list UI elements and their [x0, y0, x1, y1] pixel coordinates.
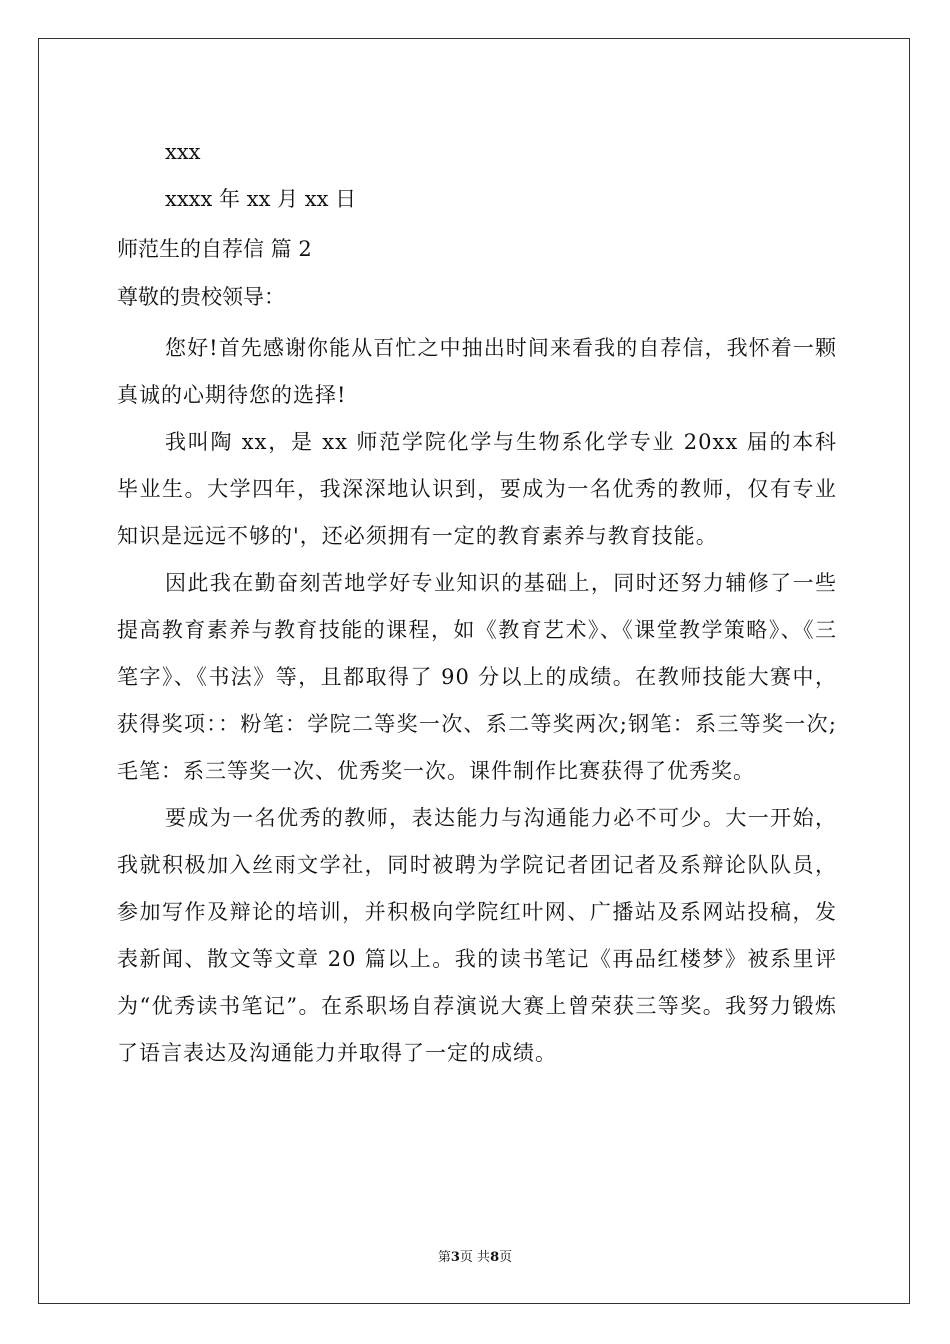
letter-body — [117, 325, 837, 1077]
total-page-number: 8 — [490, 1250, 500, 1265]
document-title: 师范生的自荐信 篇 2 — [117, 237, 312, 261]
paragraph-skills: 因此我在勤奋刻苦地学好专业知识的基础上，同时还努力辅修了一些提高教育素养与教育技能的课程，如《教育艺术》、《课堂教学策略》、《三笔字》、《书法》等，且都取得了 90 分以上的成绩。在教师技能大赛中，获得奖项：：粉笔：学院二等奖一次、系二等奖两次;钢笔：系三等奖一次;毛笔：系三等奖一次、优秀奖一次。课件制作比赛获得了优秀奖。 — [117, 571, 837, 783]
paragraph-introduction: 我叫陶 xx，是 xx 师范学院化学与生物系化学专业 20xx 届的本科毕业生。大学四年，我深深地认识到，要成为一名优秀的教师，仅有专业知识是远远不够的'，还必须拥有一定的教育素养与教育技能。 — [117, 430, 837, 548]
letter-date: xxxx 年 xx 月 xx 日 — [165, 187, 357, 211]
page-suffix: 页 — [499, 1250, 513, 1265]
page-prefix: 第 — [437, 1250, 451, 1265]
signature: xxx — [165, 140, 201, 164]
page-mid-text: 页 共 — [459, 1250, 491, 1265]
current-page-number: 3 — [450, 1250, 460, 1265]
paragraph-greeting: 您好!首先感谢你能从百忙之中抽出时间来看我的自荐信，我怀着一颗真诚的心期待您的选择! — [117, 336, 837, 407]
salutation: 尊敬的贵校领导： — [117, 285, 285, 309]
page-footer — [0, 1249, 950, 1267]
paragraph-communication: 要成为一名优秀的教师，表达能力与沟通能力必不可少。大一开始，我就积极加入丝雨文学社，同时被聘为学院记者团记者及系辩论队队员，参加写作及辩论的培训，并积极向学院红叶网、广播站及系网站投稿，发表新闻、散文等文章 20 篇以上。我的读书笔记《再品红楼梦》被系里评为“优秀读书笔记”。在系职场自荐演说大赛上曾荣获三等奖。我努力锻炼了语言表达及沟通能力并取得了一定的成绩。 — [117, 806, 837, 1065]
